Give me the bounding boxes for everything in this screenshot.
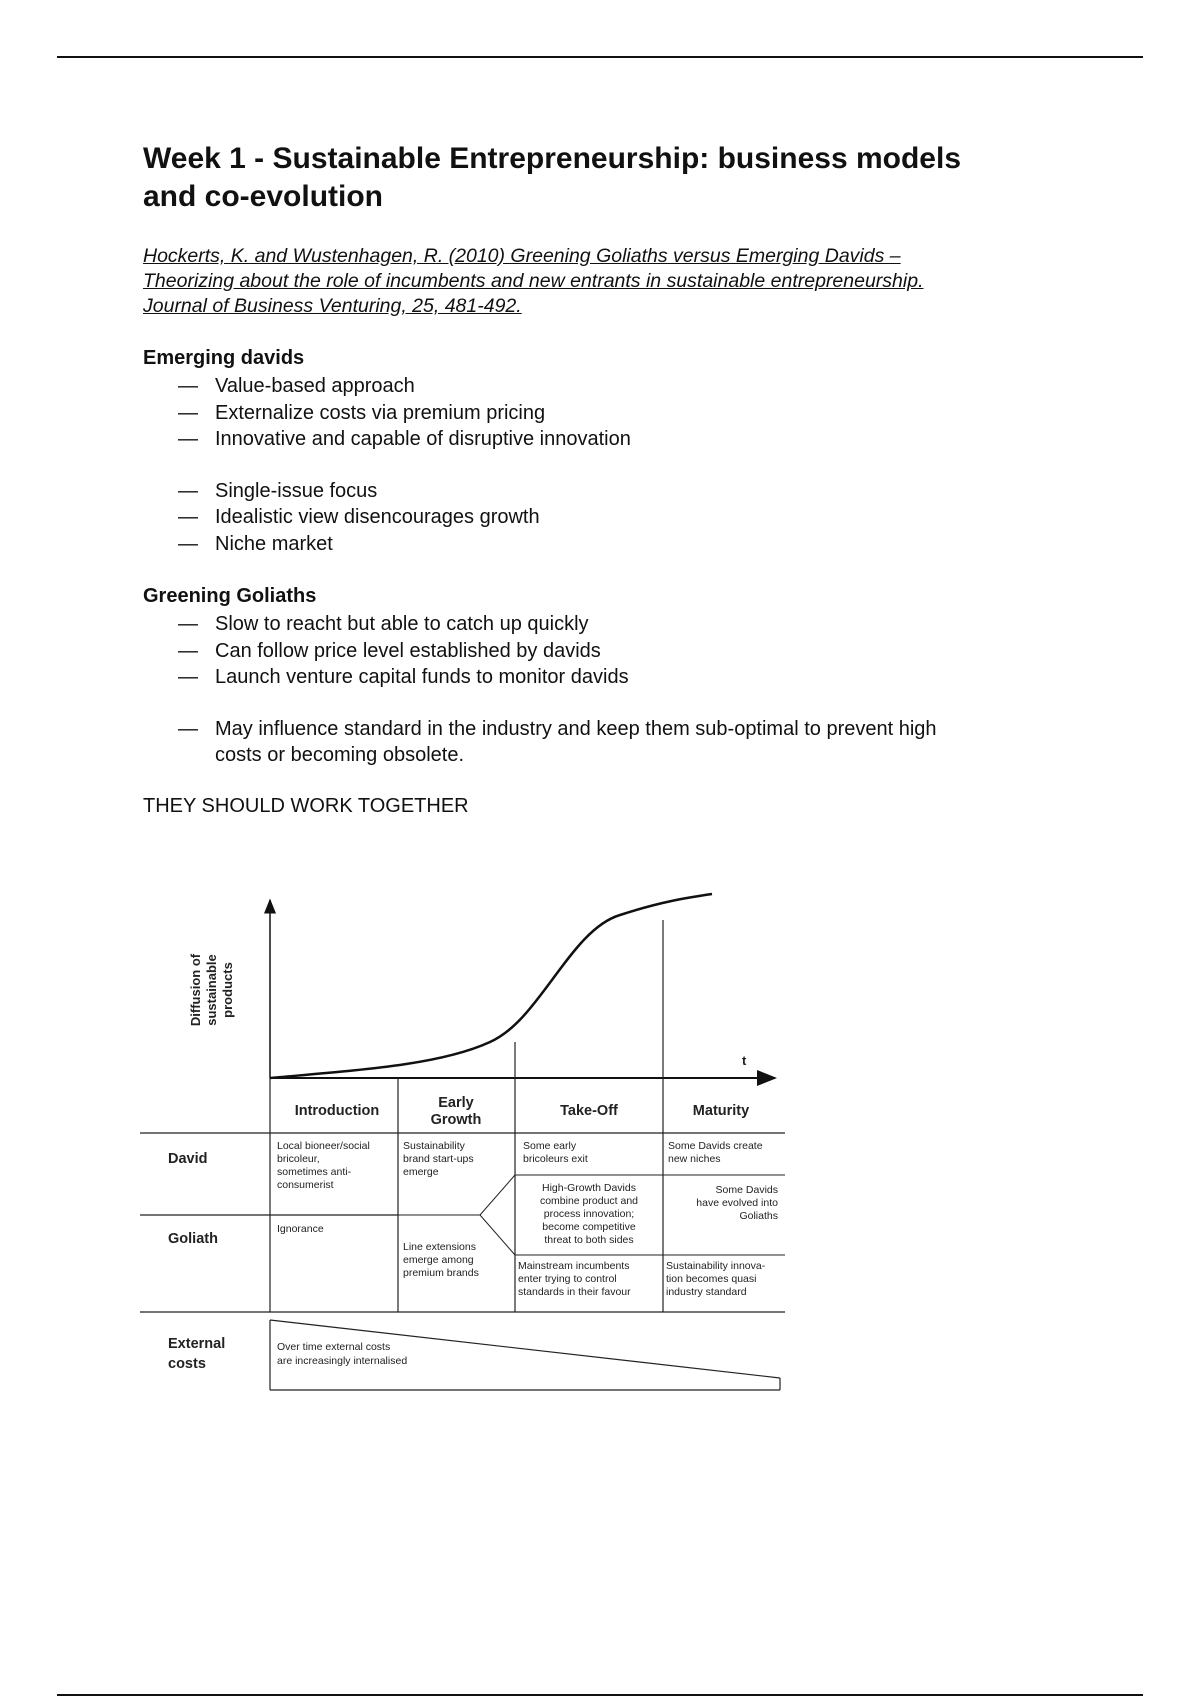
cell-line: consumerist [277, 1179, 334, 1191]
cell-line: Local bioneer/social [277, 1140, 370, 1152]
cell-line: are increasingly internalised [277, 1355, 408, 1367]
cell-line: High-Growth Davids [542, 1182, 636, 1194]
list-item-line: costs or becoming obsolete. [215, 744, 465, 766]
page-title [143, 140, 1043, 216]
cell-line: Over time external costs [277, 1341, 391, 1353]
branch-line [480, 1175, 515, 1215]
document-body [143, 140, 1043, 819]
list-item [178, 716, 1043, 769]
cell-line: premium brands [403, 1267, 479, 1279]
citation-line: Theorizing about the role of incumbents and new entrants in sustainable entrepreneurship. [143, 270, 924, 292]
y-label-line: Diffusion of [188, 953, 203, 1027]
cell-goliath-early-growth [403, 1241, 479, 1279]
y-label-line: sustainable [204, 954, 219, 1026]
y-axis-label [188, 953, 235, 1026]
cell-line: Sustainability [403, 1140, 465, 1152]
cell-external-costs [277, 1341, 407, 1367]
cell-line: tion becomes quasi [666, 1273, 757, 1285]
greening-goliaths-list [143, 611, 1043, 769]
row-label-david: David [168, 1151, 208, 1167]
cell-line: Some early [523, 1140, 577, 1152]
list-item: — Idealistic view disencourages growth [178, 504, 1043, 531]
cell-david-introduction [277, 1140, 370, 1191]
title-line-1: Week 1 - Sustainable Entrepreneurship: business models [143, 142, 962, 175]
bottom-rule [57, 1694, 1143, 1696]
row-label-external: External [168, 1336, 226, 1352]
list-item: — Single-issue focus [178, 478, 1043, 505]
cell-line: brand start-ups [403, 1153, 474, 1165]
cell-line: bricoleur, [277, 1153, 320, 1165]
cell-line: Some Davids [715, 1184, 778, 1196]
diffusion-diagram [140, 870, 800, 1410]
list-item-line: — May influence standard in the industry and keep them sub-optimal to prevent high [215, 717, 937, 740]
cell-line: threat to both sides [544, 1234, 634, 1246]
cell-line: Mainstream incumbents [518, 1260, 630, 1272]
row-label-goliath: Goliath [168, 1231, 218, 1247]
cell-line: emerge [403, 1166, 439, 1178]
cell-david-early-growth [403, 1140, 474, 1178]
list-item: — Externalize costs via premium pricing [178, 400, 1043, 427]
cell-line: sometimes anti- [277, 1166, 352, 1178]
cell-line: new niches [668, 1153, 721, 1165]
title-line-2: and co-evolution [143, 180, 383, 213]
citation [143, 244, 1043, 319]
list-item: — Launch venture capital funds to monitor davids [178, 664, 1043, 691]
cell-line: Goliaths [739, 1210, 778, 1222]
cell-line: have evolved into [696, 1197, 778, 1209]
closing-statement: THEY SHOULD WORK TOGETHER [143, 794, 469, 817]
cell-high-growth-davids [540, 1182, 638, 1246]
citation-line: Journal of Business Venturing, 25, 481-492. [143, 295, 522, 317]
cell-goliath-take-off [518, 1260, 631, 1298]
cell-line: Sustainability innova- [666, 1260, 766, 1272]
section-heading-emerging-davids: Emerging davids [143, 347, 305, 369]
emerging-davids-list [143, 373, 1043, 557]
phase-maturity: Maturity [692, 1103, 750, 1119]
cell-line: industry standard [666, 1286, 747, 1298]
diffusion-figure [140, 870, 800, 1415]
section-heading-greening-goliaths: Greening Goliaths [143, 585, 317, 607]
cell-davids-evolved [696, 1184, 778, 1222]
list-item: — Slow to reacht but able to catch up quickly [178, 611, 1043, 638]
list-item: — Value-based approach [178, 373, 1043, 400]
y-label-line: products [220, 962, 235, 1018]
cell-david-take-off [523, 1140, 588, 1165]
cell-line: process innovation; [543, 1208, 635, 1220]
cell-line: Ignorance [277, 1223, 324, 1235]
cell-line: enter trying to control [518, 1273, 617, 1285]
list-item: — Niche market [178, 531, 1043, 558]
x-axis-label: t [742, 1053, 747, 1068]
row-label-external: costs [168, 1356, 206, 1372]
cell-line: become competitive [542, 1221, 636, 1233]
phase-early-growth: Early [438, 1095, 474, 1111]
diffusion-curve [270, 894, 712, 1078]
cell-line: emerge among [403, 1254, 474, 1266]
cell-line: Line extensions [403, 1241, 476, 1253]
cell-line: combine product and [539, 1195, 639, 1207]
list-item: — Innovative and capable of disruptive innovation [178, 426, 1043, 453]
cell-line: standards in their favour [518, 1286, 631, 1298]
phase-early-growth: Growth [430, 1112, 482, 1128]
cell-goliath-introduction [277, 1223, 324, 1235]
list-item: — Can follow price level established by davids [178, 638, 1043, 665]
phase-introduction: Introduction [294, 1103, 380, 1119]
cell-david-maturity [668, 1140, 763, 1165]
top-rule [57, 56, 1143, 58]
cell-line: bricoleurs exit [523, 1153, 588, 1165]
citation-line: Hockerts, K. and Wustenhagen, R. (2010) Greening Goliaths versus Emerging Davids – [143, 245, 901, 267]
cell-line: Some Davids create [668, 1140, 763, 1152]
phase-take-off: Take-Off [560, 1103, 618, 1119]
branch-line [480, 1215, 515, 1255]
cell-goliath-maturity [666, 1260, 766, 1298]
